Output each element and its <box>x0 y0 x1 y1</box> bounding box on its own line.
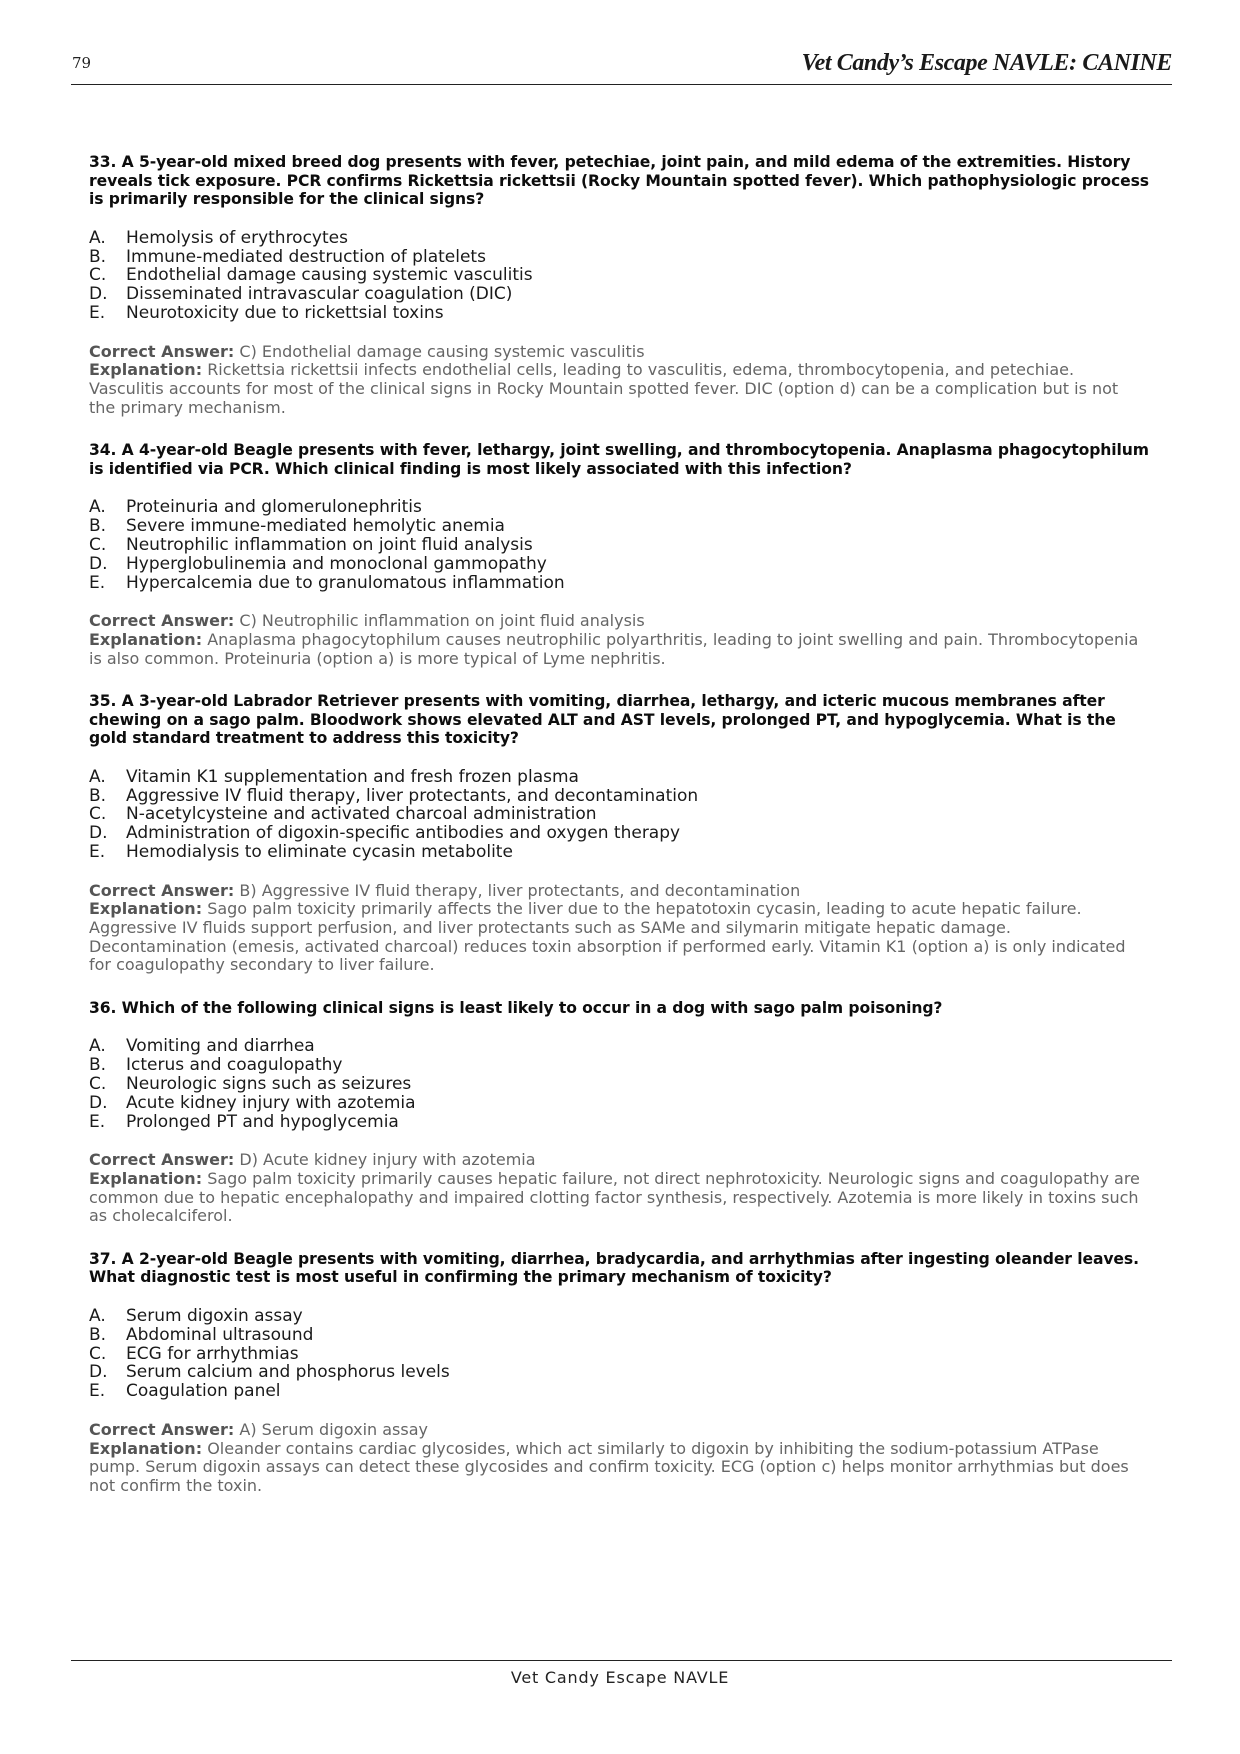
answer-option <box>89 1037 1149 1056</box>
option-text: Aggressive IV fluid therapy, liver protectants, and decontamination <box>126 785 699 806</box>
option-letter: E. <box>89 1381 106 1402</box>
explanation-label: Explanation: <box>89 1438 203 1458</box>
question-block <box>89 999 1149 1226</box>
option-letter: D. <box>89 553 108 574</box>
answer-option <box>89 843 1149 862</box>
correct-answer-text: D) Acute kidney injury with azotemia <box>239 1150 536 1170</box>
correct-answer <box>89 1151 1149 1170</box>
answer-option <box>89 1382 1149 1401</box>
option-text: Hemolysis of erythrocytes <box>126 227 348 248</box>
question-text: 33. A 5-year-old mixed breed dog presents with fever, petechiae, joint pain, and mild edema of the extremities. History reveals tick exposure. PCR confirms Rickettsia rickettsii (Rocky Mountain spotted fever). Which pathophysiologic process is primarily responsible for the clinical signs? <box>89 153 1149 209</box>
option-letter: E. <box>89 572 106 593</box>
answer-option <box>89 229 1149 248</box>
answer-option <box>89 1113 1149 1132</box>
answer-option <box>89 1056 1149 1075</box>
explanation-label: Explanation: <box>89 899 203 919</box>
option-text: Administration of digoxin-specific antibodies and oxygen therapy <box>126 823 681 844</box>
option-text: Prolonged PT and hypoglycemia <box>126 1111 399 1132</box>
explanation-label: Explanation: <box>89 1169 203 1188</box>
answer-option <box>89 555 1149 574</box>
option-letter: B. <box>89 246 107 267</box>
correct-answer <box>89 1421 1149 1440</box>
option-text: Vitamin K1 supplementation and fresh frozen plasma <box>126 766 579 787</box>
answer-option <box>89 1363 1149 1382</box>
question-text: 36. Which of the following clinical signs is least likely to occur in a dog with sago palm poisoning? <box>89 998 943 1017</box>
explanation <box>89 900 1149 974</box>
answer-option <box>89 824 1149 843</box>
option-text: ECG for arrhythmias <box>126 1343 299 1364</box>
answer-option <box>89 266 1149 285</box>
answer-options <box>89 1307 1149 1401</box>
correct-answer-text: A) Serum digoxin assay <box>239 1419 428 1439</box>
answer-options <box>89 1037 1149 1131</box>
correct-answer-text: C) Neutrophilic inflammation on joint fluid analysis <box>239 611 645 631</box>
option-letter: A. <box>89 766 106 787</box>
answer-option <box>89 768 1149 787</box>
option-letter: A. <box>89 497 106 518</box>
question-block <box>89 1250 1149 1496</box>
option-letter: C. <box>89 265 107 286</box>
explanation <box>89 1440 1149 1496</box>
answer-option <box>89 1345 1149 1364</box>
explanation <box>89 631 1149 668</box>
correct-answer-text: B) Aggressive IV fluid therapy, liver protectants, and decontamination <box>239 880 801 900</box>
explanation-text: Sago palm toxicity primarily causes hepatic failure, not direct nephrotoxicity. Neurologic signs and coagulopathy are common due to hepatic encephalopathy and impaired clotting factor synthesis, respectively. Azotemia is more likely in toxins such as cholecalciferol. <box>89 1169 1140 1226</box>
option-text: Disseminated intravascular coagulation (DIC) <box>126 284 513 305</box>
option-text: Hemodialysis to eliminate cycasin metabolite <box>126 842 513 863</box>
answer-option <box>89 787 1149 806</box>
correct-answer-label: Correct Answer: <box>89 1419 235 1439</box>
option-letter: E. <box>89 1111 106 1132</box>
answer-option <box>89 536 1149 555</box>
option-text: Icterus and coagulopathy <box>126 1055 343 1076</box>
option-text: Acute kidney injury with azotemia <box>126 1092 416 1113</box>
explanation-text: Anaplasma phagocytophilum causes neutrophilic polyarthritis, leading to joint swelling and pain. Thrombocytopenia is also common. Proteinuria (option a) is more typical of Lyme nephritis. <box>89 629 1139 668</box>
option-letter: E. <box>89 842 106 863</box>
explanation-text: Sago palm toxicity primarily affects the liver due to the hepatotoxin cycasin, leading to acute hepatic failure. Aggressive IV fluids support perfusion, and liver protectants such as SAMe and silymarin mitigate hepatic damage. Decontamination (emesis, activated charcoal) reduces toxin absorption if performed early. Vitamin K1 (option a) is only indicated for coagulopathy secondary to liver failure. <box>89 899 1126 975</box>
answer-option <box>89 1094 1149 1113</box>
option-text: Hypercalcemia due to granulomatous inflammation <box>126 572 565 593</box>
option-text: Hyperglobulinemia and monoclonal gammopathy <box>126 553 547 574</box>
answer-option <box>89 517 1149 536</box>
question-text: 34. A 4-year-old Beagle presents with fever, lethargy, joint swelling, and thrombocytopenia. Anaplasma phagocytophilum is identified via PCR. Which clinical finding is most likely associated with this infection? <box>89 441 1149 478</box>
correct-answer-label: Correct Answer: <box>89 611 235 631</box>
correct-answer <box>89 612 1149 631</box>
question-block <box>89 692 1149 975</box>
answer-option <box>89 1307 1149 1326</box>
option-letter: B. <box>89 516 107 537</box>
answer-option <box>89 248 1149 267</box>
explanation-text: Rickettsia rickettsii infects endothelial cells, leading to vasculitis, edema, thrombocytopenia, and petechiae. Vasculitis accounts for most of the clinical signs in Rocky Mountain spotted fever. DIC (option d) can be a complication but is not the primary mechanism. <box>89 360 1119 417</box>
option-letter: B. <box>89 1055 107 1076</box>
explanation-label: Explanation: <box>89 629 203 649</box>
option-letter: B. <box>89 785 107 806</box>
correct-answer <box>89 343 1149 362</box>
answer-option <box>89 805 1149 824</box>
answer-options <box>89 498 1149 592</box>
option-letter: A. <box>89 1036 106 1057</box>
option-letter: A. <box>89 1305 106 1326</box>
option-letter: C. <box>89 534 107 555</box>
correct-answer <box>89 882 1149 901</box>
question-block <box>89 153 1149 417</box>
option-text: Serum calcium and phosphorus levels <box>126 1362 450 1383</box>
question-text: 37. A 2-year-old Beagle presents with vomiting, diarrhea, bradycardia, and arrhythmias after ingesting oleander leaves. What diagnostic test is most useful in confirming the primary mechanism of toxicity? <box>89 1249 1139 1287</box>
option-letter: C. <box>89 804 107 825</box>
option-text: Neurotoxicity due to rickettsial toxins <box>126 302 444 323</box>
option-letter: D. <box>89 284 108 305</box>
correct-answer-label: Correct Answer: <box>89 341 235 361</box>
correct-answer-label: Correct Answer: <box>89 1150 235 1170</box>
option-text: Proteinuria and glomerulonephritis <box>126 497 422 518</box>
option-text: Endothelial damage causing systemic vasculitis <box>126 265 533 286</box>
option-letter: A. <box>89 227 106 248</box>
answer-option <box>89 1075 1149 1094</box>
option-text: Immune-mediated destruction of platelets <box>126 246 486 267</box>
option-letter: C. <box>89 1343 107 1364</box>
option-letter: D. <box>89 1092 108 1113</box>
option-text: Neurologic signs such as seizures <box>126 1074 412 1095</box>
option-letter: D. <box>89 1362 108 1383</box>
explanation <box>89 1170 1149 1226</box>
option-letter: D. <box>89 823 108 844</box>
explanation-text: Oleander contains cardiac glycosides, which act similarly to digoxin by inhibiting the sodium-potassium ATPase pump. Serum digoxin assays can detect these glycosides and confirm toxicity. ECG (option c) helps monitor arrhythmias but does not confirm the toxin. <box>89 1438 1129 1495</box>
option-text: Serum digoxin assay <box>126 1305 303 1326</box>
option-letter: E. <box>89 302 106 323</box>
option-text: Abdominal ultrasound <box>126 1324 314 1345</box>
question-list <box>89 153 1149 1519</box>
option-text: Vomiting and diarrhea <box>126 1036 315 1057</box>
book-title: Vet Candy’s Escape NAVLE: CANINE <box>801 50 1172 76</box>
answer-options <box>89 768 1149 862</box>
option-text: Coagulation panel <box>126 1381 281 1402</box>
correct-answer-label: Correct Answer: <box>89 880 235 900</box>
answer-option <box>89 304 1149 323</box>
answer-option <box>89 285 1149 304</box>
answer-option <box>89 574 1149 593</box>
option-text: Severe immune-mediated hemolytic anemia <box>126 516 505 537</box>
option-text: N-acetylcysteine and activated charcoal administration <box>126 804 597 825</box>
question-text: 35. A 3-year-old Labrador Retriever presents with vomiting, diarrhea, lethargy, and icteric mucous membranes after chewing on a sago palm. Bloodwork shows elevated ALT and AST levels, prolonged PT, and hypoglycemia. What is the gold standard treatment to address this toxicity? <box>89 692 1116 748</box>
answer-options <box>89 229 1149 323</box>
explanation <box>89 361 1149 417</box>
option-letter: C. <box>89 1074 107 1095</box>
option-text: Neutrophilic inflammation on joint fluid analysis <box>126 534 533 555</box>
explanation-label: Explanation: <box>89 360 203 380</box>
option-letter: B. <box>89 1324 107 1345</box>
question-block <box>89 441 1149 668</box>
answer-option <box>89 498 1149 517</box>
correct-answer-text: C) Endothelial damage causing systemic vasculitis <box>239 341 645 361</box>
footer-divider <box>71 1660 1172 1661</box>
answer-option <box>89 1326 1149 1345</box>
page-header <box>71 48 1172 85</box>
page-number: 79 <box>72 54 92 72</box>
page-footer: Vet Candy Escape NAVLE <box>510 1668 730 1687</box>
